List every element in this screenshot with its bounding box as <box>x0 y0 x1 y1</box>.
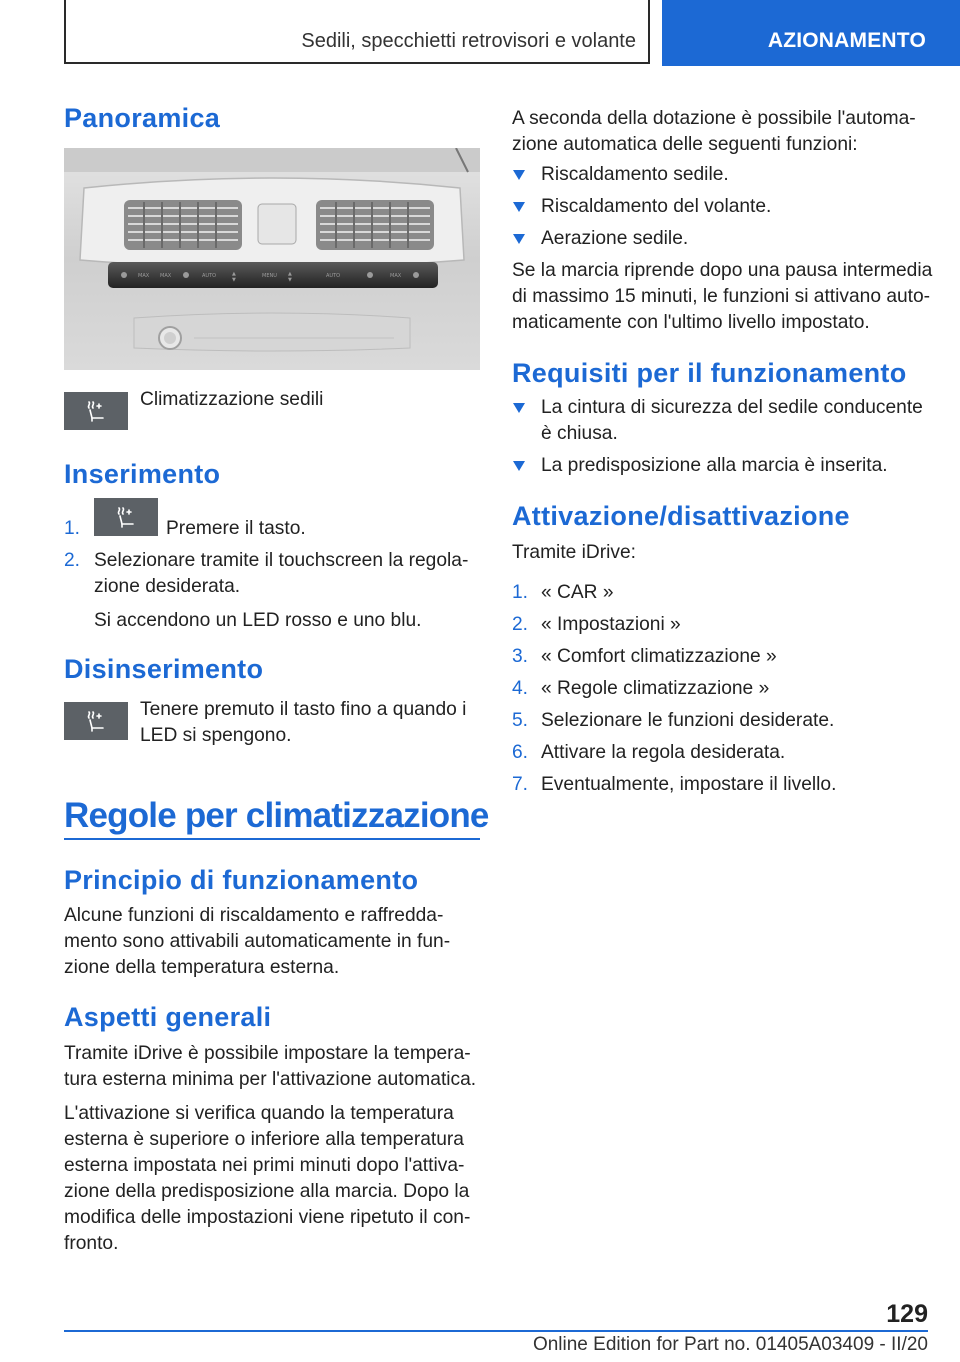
paragraph-line: Se la marcia riprende dopo una pausa intermedia <box>512 260 933 281</box>
paragraph-line: zione della temperatura esterna. <box>64 957 340 978</box>
photo-label-3: AUTO <box>202 273 217 279</box>
climate-panel-illustration <box>64 148 480 370</box>
svg-text:▲: ▲ <box>232 271 236 277</box>
step-number: 1. <box>512 582 529 603</box>
disinserimento-text: LED si spengono. <box>140 725 292 746</box>
climate-panel-photo <box>64 148 480 370</box>
paragraph-line: fronto. <box>64 1233 119 1254</box>
step-text: Selezionare le funzioni desiderate. <box>541 710 835 731</box>
step-text: « Regole climatizzazione » <box>541 678 770 699</box>
paragraph-line: Tramite iDrive: <box>512 542 637 563</box>
photo-label-2: MAX <box>160 273 172 279</box>
heading-panoramica: Panoramica <box>64 103 221 133</box>
paragraph-line: esterna è superiore o inferiore alla temperatura <box>64 1129 464 1150</box>
list-item: Aerazione sedile. <box>541 228 689 249</box>
paragraph-line: A seconda della dotazione è possibile l'automa- <box>512 108 916 129</box>
list-item: Riscaldamento del volante. <box>541 196 772 217</box>
paragraph-line: di massimo 15 minuti, le funzioni si attivano auto- <box>512 286 931 307</box>
step-text: zione desiderata. <box>94 576 241 597</box>
list-item: Riscaldamento sedile. <box>541 164 729 185</box>
seat-climate-button-icon-chip <box>94 498 158 536</box>
step-number: 5. <box>512 710 529 731</box>
heading-aspetti: Aspetti generali <box>64 1002 272 1032</box>
paragraph-line: tura esterna minima per l'attivazione automatica. <box>64 1069 477 1090</box>
icon-caption: Climatizzazione sedili <box>140 389 324 410</box>
heading-requisiti: Requisiti per il funzionamento <box>512 358 907 388</box>
bullet-triangle-icon <box>513 170 525 180</box>
page-number: 129 <box>886 1300 928 1328</box>
step-text: « CAR » <box>541 582 614 603</box>
seat-climate-icon <box>83 398 109 424</box>
paragraph-line: Tramite iDrive è possibile impostare la tempera- <box>64 1043 471 1064</box>
paragraph-line: zione automatica delle seguenti funzioni: <box>512 134 858 155</box>
paragraph-line: Alcune funzioni di riscaldamento e raffredda- <box>64 905 444 926</box>
heading-inserimento: Inserimento <box>64 459 221 489</box>
heading-disinserimento: Disinserimento <box>64 654 264 684</box>
photo-label-4: MENU <box>262 273 277 279</box>
disinserimento-text: Tenere premuto il tasto fino a quando i <box>140 699 467 720</box>
paragraph-line: modifica delle impostazioni viene ripetuto il con- <box>64 1207 471 1228</box>
seat-climate-icon <box>113 504 139 530</box>
paragraph-line: mento sono attivabili automaticamente in fun- <box>64 931 451 952</box>
seat-climate-icon <box>83 708 109 734</box>
paragraph-line: esterna impostata nei primi minuti dopo l'attiva- <box>64 1155 465 1176</box>
step-text: Eventualmente, impostare il livello. <box>541 774 837 795</box>
step-number: 2. <box>512 614 529 635</box>
step-number: 4. <box>512 678 529 699</box>
heading-principio: Principio di funzionamento <box>64 865 419 895</box>
photo-label-1: MAX <box>138 273 150 279</box>
step-text: « Impostazioni » <box>541 614 681 635</box>
footer-edition: Online Edition for Part no. 01405A03409 - II/20 <box>532 1334 928 1355</box>
step-text: Selezionare tramite il touchscreen la regola- <box>94 550 469 571</box>
list-item: è chiusa. <box>541 423 618 444</box>
paragraph-line: maticamente con l'ultimo livello impostato. <box>512 312 870 333</box>
step-text: Premere il tasto. <box>166 518 306 539</box>
step-text: « Comfort climatizzazione » <box>541 646 777 667</box>
heading-attivazione: Attivazione/disattivazione <box>512 501 850 531</box>
step-note: Si accendono un LED rosso e uno blu. <box>94 610 422 631</box>
heading-regole: Regole per climatizzazione <box>64 796 489 835</box>
bullet-triangle-icon <box>513 202 525 212</box>
bullet-triangle-icon <box>513 234 525 244</box>
step-number: 6. <box>512 742 529 763</box>
section-title: Sedili, specchietti retrovisori e volante <box>301 30 636 52</box>
bullet-triangle-icon <box>513 403 525 413</box>
bullet-triangle-icon <box>513 461 525 471</box>
step-number: 2. <box>64 550 81 571</box>
step-text: Attivare la regola desiderata. <box>541 742 786 763</box>
svg-text:▼: ▼ <box>288 277 292 283</box>
footer-rule <box>64 1330 928 1332</box>
step-number: 7. <box>512 774 529 795</box>
seat-climate-icon-chip <box>64 392 128 430</box>
step-number: 3. <box>512 646 529 667</box>
svg-text:▼: ▼ <box>232 277 236 283</box>
step-number: 1. <box>64 518 81 539</box>
photo-label-6: MAX <box>390 273 402 279</box>
chapter-tab-label: AZIONAMENTO <box>767 29 926 52</box>
heading-underline <box>64 838 480 840</box>
seat-climate-icon-chip <box>64 702 128 740</box>
svg-text:▲: ▲ <box>288 271 292 277</box>
photo-label-5: AUTO <box>326 273 341 279</box>
list-item: La cintura di sicurezza del sedile conducente <box>541 397 923 418</box>
paragraph-line: L'attivazione si verifica quando la temperatura <box>64 1103 454 1124</box>
list-item: La predisposizione alla marcia è inserita. <box>541 455 888 476</box>
paragraph-line: zione della predisposizione alla marcia. Dopo la <box>64 1181 470 1202</box>
